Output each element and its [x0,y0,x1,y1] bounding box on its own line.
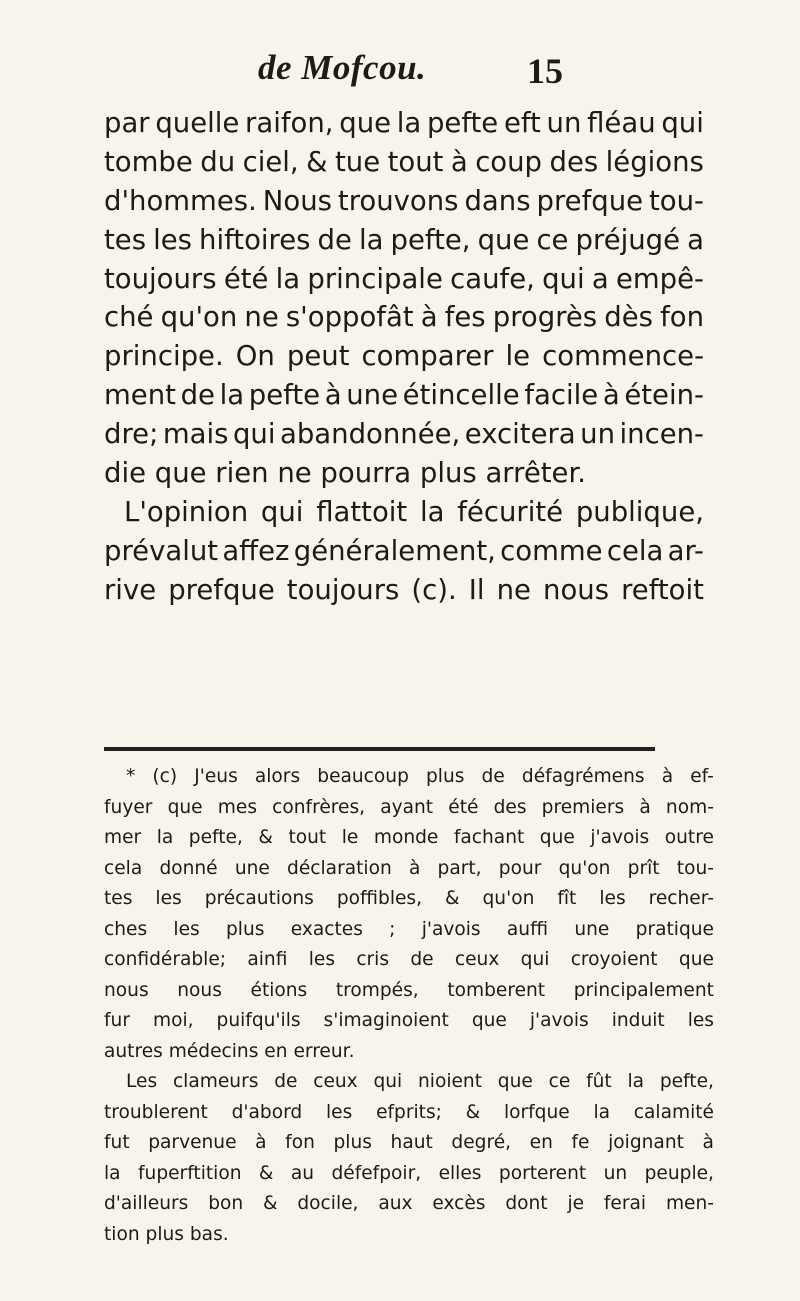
running-title: de Mofcou. [258,48,427,87]
footnote-line: ches les plus exactes ; j'avois auffi une pratique [104,918,714,940]
text-line: die que rien ne pourra plus arrêter. [104,457,586,490]
footnote-line: fuyer que mes confrères, ayant été des premiers à nom- [104,796,714,818]
text-line: L'opinion qui flattoit la fécurité publique, [124,495,704,528]
text-line: par quelle raifon, que la pefte eft un fléau qui [104,107,704,139]
text-line: tes les hiftoires de la pefte, que ce préjugé a [104,223,704,256]
footnote-line: nous nous étions trompés, tomberent principalement [104,979,714,1001]
main-text [104,104,704,610]
footnote-line: mer la pefte, & tout le monde fachant que j'avois outre [104,827,714,848]
footnote-line: troublerent d'abord les efprits; & lorfque la calamité [104,1101,714,1123]
text-line: rive prefque toujours (c). Il ne nous reftoit [104,573,704,606]
footnotes [104,762,714,1250]
text-line: d'hommes. Nous trouvons dans prefque tou- [104,184,704,217]
text-line: tombe du ciel, & tue tout à coup des légions [104,145,704,178]
footnote-line: cela donné une déclaration à part, pour qu'on prît tou- [104,857,714,879]
text-line: dre; mais qui abandonnée, excitera un incen- [104,418,704,451]
page-header [0,48,800,98]
footnote-line: fur moi, puifqu'ils s'imaginoient que j'avois induit les [104,1010,714,1031]
footnote-line: confidérable; ainfi les cris de ceux qui croyoient que [104,949,714,970]
page-number: 15 [527,51,563,91]
footnote-line: * (c) J'eus alors beaucoup plus de défagrémens à ef- [126,766,714,787]
footnote-line: Les clameurs de ceux qui nioient que ce fût la pefte, [126,1071,714,1092]
text-line: prévalut affez généralement, comme cela ar- [104,534,704,567]
footnote-line: la fuperftition & au défefpoir, elles porterent un peuple, [104,1162,714,1184]
text-line: ché qu'on ne s'oppofât à fes progrès dès fon [104,301,704,334]
footnote-line: tion plus bas. [104,1223,229,1245]
footnote-line: d'ailleurs bon & docile, aux excès dont je ferai men- [104,1193,714,1214]
text-line: principe. On peut comparer le commence- [104,340,704,373]
footnote-line: fut parvenue à fon plus haut degré, en fe joignant à [104,1132,714,1153]
text-line: ment de la pefte à une étincelle facile à étein- [104,379,704,412]
footnote-line: tes les précautions poffibles, & qu'on fît les recher- [104,888,714,909]
text-line: toujours été la principale caufe, qui a empê- [104,262,704,295]
footnote-divider [104,747,655,751]
footnote-line: autres médecins en erreur. [104,1040,355,1062]
